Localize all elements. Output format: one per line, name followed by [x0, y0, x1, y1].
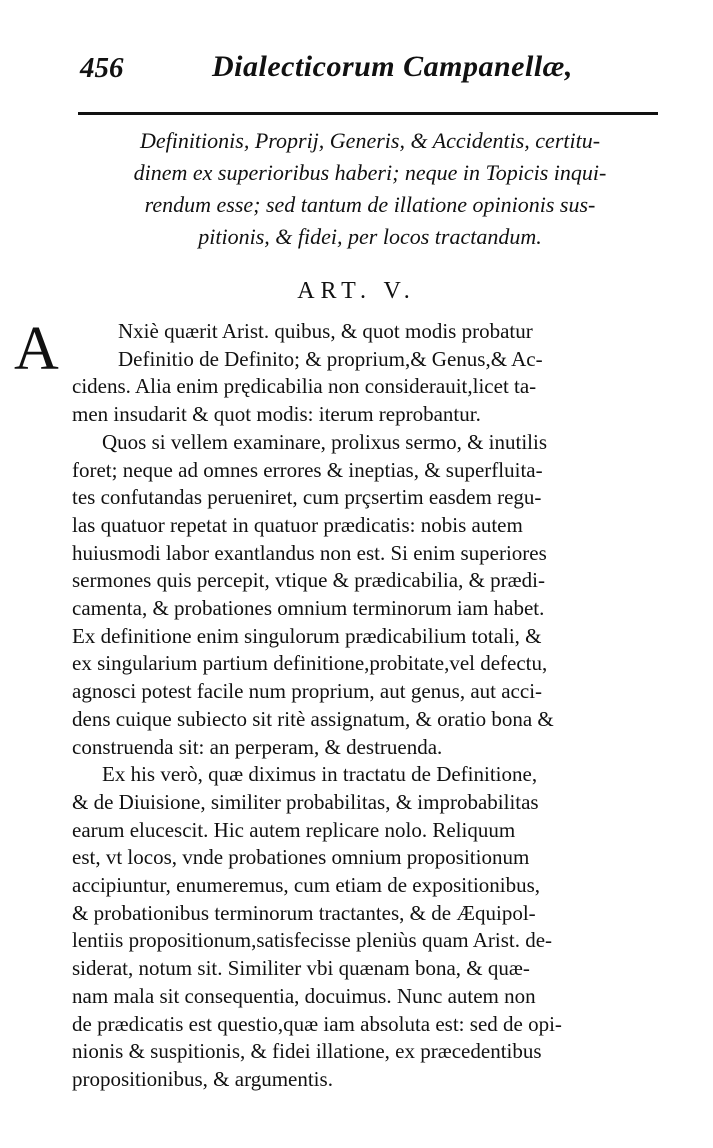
text-line: dens cuique subiecto sit ritè assignatum, & oratio bona & — [72, 706, 554, 731]
text-line: propositionibus, & argumentis. — [72, 1066, 333, 1091]
text-line: las quatuor repetat in quatuor prædicatis: nobis autem — [72, 512, 523, 537]
text-line: nionis & suspitionis, & fidei illatione, ex præcedentibus — [72, 1039, 542, 1064]
text-line: nam mala sit consequentia, docuimus. Nunc autem non — [72, 983, 536, 1008]
text-line: agnosci potest facile num proprium, aut genus, aut acci- — [72, 679, 543, 704]
article-label: ART. V. — [297, 278, 416, 304]
drop-cap: A — [14, 315, 59, 383]
text-line: camenta, & probationes omnium terminorum iam habet. — [72, 596, 545, 621]
text-line: cidens. Alia enim prędicabilia non considerauit,licet ta- — [72, 374, 537, 399]
running-head: Dialecticorum Campanellæ, — [212, 50, 573, 83]
title-line: rendum esse; sed tantum de illatione opinionis sus- — [144, 192, 596, 217]
title-line: dinem ex superioribus haberi; neque in Topicis inqui- — [133, 160, 607, 185]
text-line: sermones quis percepit, vtique & prædicabilia, & prædi- — [72, 568, 545, 593]
header-rule — [78, 112, 658, 115]
paragraph-3 — [72, 761, 662, 1093]
title-line: Definitionis, Proprij, Generis, & Accidentis, certitu- — [139, 128, 601, 153]
text-line: foret; neque ad omnes errores & ineptias, & superfluita- — [72, 457, 543, 482]
text-line: Definitio de Definito; & proprium,& Genus,& Ac- — [118, 346, 543, 371]
article-title — [70, 125, 670, 253]
text-line: huiusmodi labor exantlandus non est. Si enim superiores — [72, 540, 547, 565]
text-line: earum elucescit. Hic autem replicare nolo. Reliquum — [72, 817, 516, 842]
text-line: Ex definitione enim singulorum prædicabilium totali, & — [72, 623, 542, 648]
page-header — [62, 40, 662, 90]
text-line: lentiis propositionum,satisfecisse pleniùs quam Arist. de- — [72, 928, 553, 953]
text-line: Nxiè quærit Arist. quibus, & quot modis probatur — [118, 319, 533, 343]
text-line: ex singularium partium definitione,probitate,vel defectu, — [72, 651, 548, 676]
text-line: Quos si vellem examinare, prolixus sermo, & inutilis — [102, 429, 548, 454]
page-number: 456 — [80, 52, 124, 84]
text-line: est, vt locos, vnde probationes omnium propositionum — [72, 845, 530, 870]
body-text — [72, 318, 662, 1094]
text-line: & de Diuisione, similiter probabilitas, & improbabilitas — [72, 789, 539, 814]
text-line: Ex his verò, quæ diximus in tractatu de Definitione, — [102, 762, 538, 787]
text-line: accipiuntur, enumeremus, cum etiam de expositionibus, — [72, 873, 541, 898]
text-line: men insudarit & quot modis: iterum reprobantur. — [72, 402, 481, 427]
text-line: tes confutandas perueniret, cum prçsertim easdem regu- — [72, 485, 542, 510]
title-line: pitionis, & fidei, per locos tractandum. — [198, 224, 542, 249]
paragraph-2 — [72, 429, 662, 761]
text-line: de prædicatis est questio,quæ iam absoluta est: sed de opi- — [72, 1011, 562, 1036]
text-line: & probationibus terminorum tractantes, & de Æquipol- — [72, 900, 536, 925]
paragraph-1 — [72, 318, 662, 429]
text-line: construenda sit: an perperam, & destruenda. — [72, 734, 443, 759]
text-line: siderat, notum sit. Similiter vbi quænam bona, & quæ- — [72, 956, 530, 981]
